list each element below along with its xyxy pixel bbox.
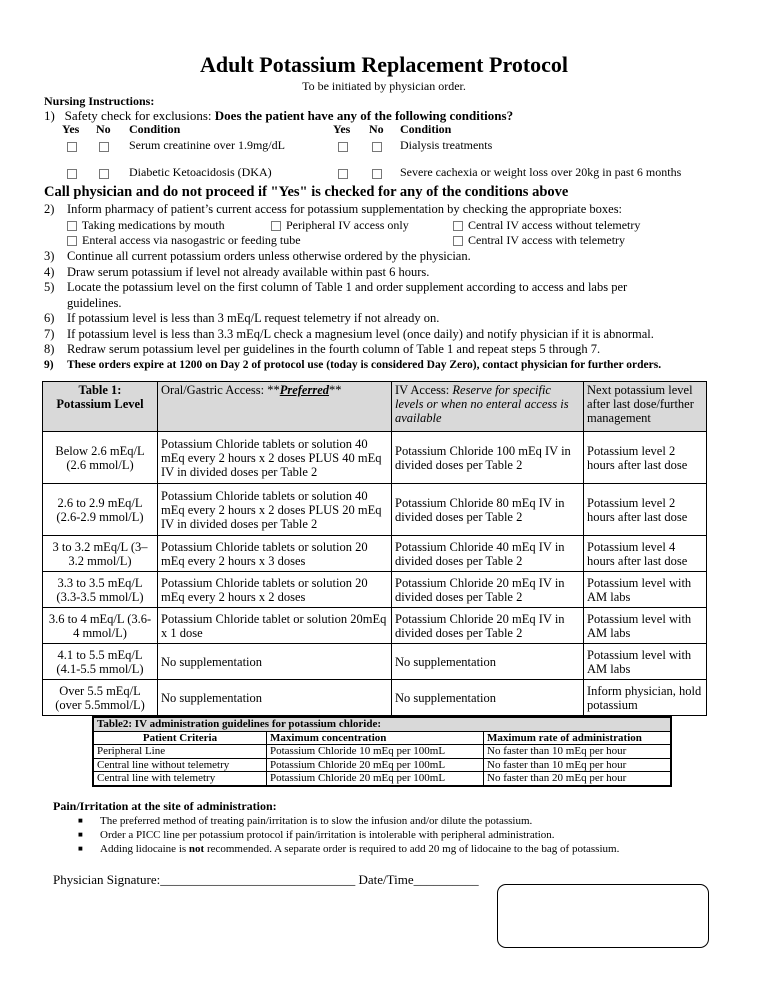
dialysis-no-checkbox[interactable] <box>372 142 382 152</box>
cell-criteria: Peripheral Line <box>93 745 267 759</box>
table-row <box>43 608 707 644</box>
step-number <box>44 296 67 312</box>
step-2-text: Inform pharmacy of patient’s current access for potassium supplementation by checking the appropriate boxes: <box>67 202 623 216</box>
access-central-no-tele[interactable] <box>453 218 640 233</box>
cell-next: Potassium level with AM labs <box>584 608 707 644</box>
step-1-question: Does the patient have any of the following conditions? <box>214 108 514 123</box>
cell-concentration: Potassium Chloride 20 mEq per 100mL <box>267 772 484 786</box>
col-condition-right: Condition <box>400 122 452 136</box>
bullet-icon: ■ <box>78 816 83 825</box>
access-central-no-tele-checkbox[interactable] <box>453 221 463 231</box>
cell-level: 4.1 to 5.5 mEq/L (4.1-5.5 mmol/L) <box>43 644 158 680</box>
condition-dialysis: Dialysis treatments <box>400 138 493 152</box>
list-item <box>78 828 619 842</box>
cell-criteria: Central line with telemetry <box>93 772 267 786</box>
access-central-tele[interactable] <box>453 233 625 248</box>
bullet-text: The preferred method of treating pain/irritation is to slow the infusion and/or dilute the potassium. <box>100 815 533 827</box>
physician-signature-line[interactable]: Physician Signature:______________________________ Date/Time__________ <box>53 872 479 887</box>
step-text: If potassium level is less than 3.3 mEq/L check a magnesium level (once daily) and notify physician if it is abnormal. <box>67 326 654 341</box>
cell-rate: No faster than 10 mEq per hour <box>484 745 672 759</box>
header-next-level: Next potassium level after last dose/further management <box>584 382 707 432</box>
cell-oral: No supplementation <box>158 644 392 680</box>
step-number: 9) <box>44 358 54 371</box>
cell-oral: Potassium Chloride tablets or solution 40 mEq every 2 hours x 2 doses PLUS 40 mEq IV in divided doses per Table 2 <box>158 432 392 484</box>
table-row <box>43 484 707 536</box>
cell-concentration: Potassium Chloride 10 mEq per 100mL <box>267 745 484 759</box>
access-enteral-label: Enteral access via nasogastric or feeding tube <box>82 233 301 247</box>
cell-next: Potassium level 2 hours after last dose <box>584 432 707 484</box>
table-row <box>93 758 671 772</box>
col-yes-right: Yes <box>333 122 351 136</box>
table-row <box>43 432 707 484</box>
cell-rate: No faster than 10 mEq per hour <box>484 758 672 772</box>
step-1-text: Safety check for exclusions: <box>64 108 215 123</box>
list-item <box>78 814 619 828</box>
list-item <box>44 249 661 265</box>
step-number: 5) <box>44 280 55 294</box>
cell-next: Potassium level with AM labs <box>584 644 707 680</box>
call-physician-warning: Call physician and do not proceed if "Yes" is checked for any of the conditions above <box>44 184 569 200</box>
table-row <box>93 745 671 759</box>
list-item <box>44 327 661 343</box>
cell-criteria: Central line without telemetry <box>93 758 267 772</box>
header-iv-access <box>392 382 584 432</box>
cell-rate: No faster than 20 mEq per hour <box>484 772 672 786</box>
cell-oral: Potassium Chloride tablet or solution 20mEq x 1 dose <box>158 608 392 644</box>
step-text: Locate the potassium level on the first column of Table 1 and order supplement according to access and labs per <box>67 280 628 294</box>
cell-level: 3 to 3.2 mEq/L (3–3.2 mmol/L) <box>43 536 158 572</box>
step-text: If potassium level is less than 3 mEq/L request telemetry if not already on. <box>67 311 440 325</box>
step-2-number: 2) <box>44 202 55 216</box>
access-oral-checkbox[interactable] <box>67 221 77 231</box>
table-row <box>43 644 707 680</box>
condition-dka: Diabetic Ketoacidosis (DKA) <box>129 165 272 179</box>
access-enteral[interactable] <box>67 233 301 248</box>
page-title: Adult Potassium Replacement Protocol <box>199 52 569 77</box>
col-no-right: No <box>369 122 384 136</box>
step-text: Redraw serum potassium level per guidelines in the fourth column of Table 1 and repeat steps 5 through 7. <box>67 342 601 356</box>
col-condition-left: Condition <box>129 122 181 136</box>
header-oral-suffix: ** <box>329 383 342 397</box>
step-number: 7) <box>44 326 55 341</box>
table-caption-row <box>93 717 671 731</box>
access-peripheral-label: Peripheral IV access only <box>286 218 409 232</box>
step-1-number: 1) <box>44 108 55 123</box>
table-row <box>93 772 671 786</box>
creatinine-no-checkbox[interactable] <box>99 142 109 152</box>
creatinine-yes-checkbox[interactable] <box>67 142 77 152</box>
table-row <box>43 536 707 572</box>
list-item <box>44 358 661 374</box>
condition-creatinine: Serum creatinine over 1.9mg/dL <box>129 138 285 152</box>
bullet-text: Order a PICC line per potassium protocol if pain/irritation is intolerable with peripheral administration. <box>100 829 555 841</box>
condition-cachexia: Severe cachexia or weight loss over 20kg in past 6 months <box>400 165 682 179</box>
nursing-instructions-heading: Nursing Instructions: <box>44 94 155 108</box>
cell-oral: No supplementation <box>158 680 392 716</box>
cell-iv: Potassium Chloride 20 mEq IV in divided doses per Table 2 <box>392 608 584 644</box>
header-table-label: Table 1: <box>78 383 122 397</box>
cell-level: Over 5.5 mEq/L (over 5.5mmol/L) <box>43 680 158 716</box>
label-box <box>497 884 709 948</box>
cell-iv: Potassium Chloride 80 mEq IV in divided doses per Table 2 <box>392 484 584 536</box>
list-item <box>44 296 661 312</box>
col-yes-left: Yes <box>62 122 80 136</box>
col-no-left: No <box>96 122 111 136</box>
dka-yes-checkbox[interactable] <box>67 169 77 179</box>
cell-concentration: Potassium Chloride 20 mEq per 100mL <box>267 758 484 772</box>
list-item <box>44 280 661 296</box>
potassium-level-table <box>42 381 707 716</box>
step-text: Continue all current potassium orders unless otherwise ordered by the physician. <box>67 249 471 263</box>
access-oral[interactable] <box>67 218 225 233</box>
cell-next: Potassium level 4 hours after last dose <box>584 536 707 572</box>
cell-level: 3.6 to 4 mEq/L (3.6-4 mmol/L) <box>43 608 158 644</box>
cell-oral: Potassium Chloride tablets or solution 40 mEq every 2 hours x 2 doses PLUS 20 mEq IV in divided doses per Table 2 <box>158 484 392 536</box>
header-max-rate: Maximum rate of administration <box>484 731 672 745</box>
table-row <box>43 680 707 716</box>
cell-iv: Potassium Chloride 20 mEq IV in divided doses per Table 2 <box>392 572 584 608</box>
header-oral-access <box>158 382 392 432</box>
access-peripheral[interactable] <box>271 218 409 233</box>
list-item <box>44 311 661 327</box>
step-number: 8) <box>44 342 55 356</box>
cell-iv: No supplementation <box>392 680 584 716</box>
access-central-no-tele-label: Central IV access without telemetry <box>468 218 641 232</box>
cell-iv: Potassium Chloride 100 mEq IV in divided doses per Table 2 <box>392 432 584 484</box>
bullet-text: recommended. A separate order is required to add 20 mg of lidocaine to the bag of potassium. <box>204 843 620 855</box>
list-item <box>44 265 661 281</box>
cachexia-yes-checkbox[interactable] <box>338 169 348 179</box>
access-central-tele-label: Central IV access with telemetry <box>468 233 626 247</box>
table-header-row <box>43 382 707 432</box>
pain-heading: Pain/Irritation at the site of administration: <box>53 799 277 813</box>
step-number: 4) <box>44 264 55 279</box>
page-subtitle: To be initiated by physician order. <box>302 79 466 93</box>
cell-next: Inform physician, hold potassium <box>584 680 707 716</box>
header-potassium-level <box>43 382 158 432</box>
access-peripheral-checkbox[interactable] <box>271 221 281 231</box>
table-header-row <box>93 731 671 745</box>
step-number: 6) <box>44 311 55 325</box>
access-enteral-checkbox[interactable] <box>67 236 77 246</box>
cell-oral: Potassium Chloride tablets or solution 20 mEq every 2 hours x 2 doses <box>158 572 392 608</box>
pain-bullets <box>78 814 619 856</box>
access-oral-label: Taking medications by mouth <box>81 218 225 232</box>
cell-next: Potassium level 2 hours after last dose <box>584 484 707 536</box>
cell-next: Potassium level with AM labs <box>584 572 707 608</box>
dialysis-yes-checkbox[interactable] <box>338 142 348 152</box>
step-text: guidelines. <box>67 295 122 310</box>
cell-oral: Potassium Chloride tablets or solution 20 mEq every 2 hours x 3 doses <box>158 536 392 572</box>
step-text: Draw serum potassium if level not already available within past 6 hours. <box>67 264 430 279</box>
cell-iv: Potassium Chloride 40 mEq IV in divided doses per Table 2 <box>392 536 584 572</box>
bullet-icon: ■ <box>78 844 83 853</box>
bullet-text: Adding lidocaine is <box>100 843 189 855</box>
header-max-concentration: Maximum concentration <box>267 731 484 745</box>
step-number: 3) <box>44 249 55 263</box>
dka-no-checkbox[interactable] <box>99 169 109 179</box>
cell-level: 3.3 to 3.5 mEq/L (3.3-3.5 mmol/L) <box>43 572 158 608</box>
bullet-icon: ■ <box>78 830 83 839</box>
list-item <box>44 342 661 358</box>
header-patient-criteria: Patient Criteria <box>93 731 267 745</box>
cell-level: Below 2.6 mEq/L (2.6 mmol/L) <box>43 432 158 484</box>
cachexia-no-checkbox[interactable] <box>372 169 382 179</box>
bullet-emphasis: not <box>188 843 205 855</box>
header-iv-note: Reserve for specific levels or when no enteral access is available <box>395 383 569 425</box>
table-row <box>43 572 707 608</box>
iv-table-caption: Table2: IV administration guidelines for potassium chloride: <box>93 717 671 731</box>
header-oral-label: Oral/Gastric Access: ** <box>161 383 280 397</box>
access-central-tele-checkbox[interactable] <box>453 236 463 246</box>
step-2 <box>44 202 622 218</box>
cell-iv: No supplementation <box>392 644 584 680</box>
step-9-text: These orders expire at 1200 on Day 2 of protocol use (today is considered Day Zero), contact physician for further orders. <box>67 358 662 371</box>
header-preferred: Preferred <box>279 383 330 397</box>
iv-guidelines-table <box>92 716 672 787</box>
header-iv-label: IV Access: <box>395 383 453 397</box>
header-level-label: Potassium Level <box>56 397 144 411</box>
cell-level: 2.6 to 2.9 mEq/L (2.6-2.9 mmol/L) <box>43 484 158 536</box>
list-item <box>78 842 619 856</box>
steps-list <box>44 249 661 373</box>
